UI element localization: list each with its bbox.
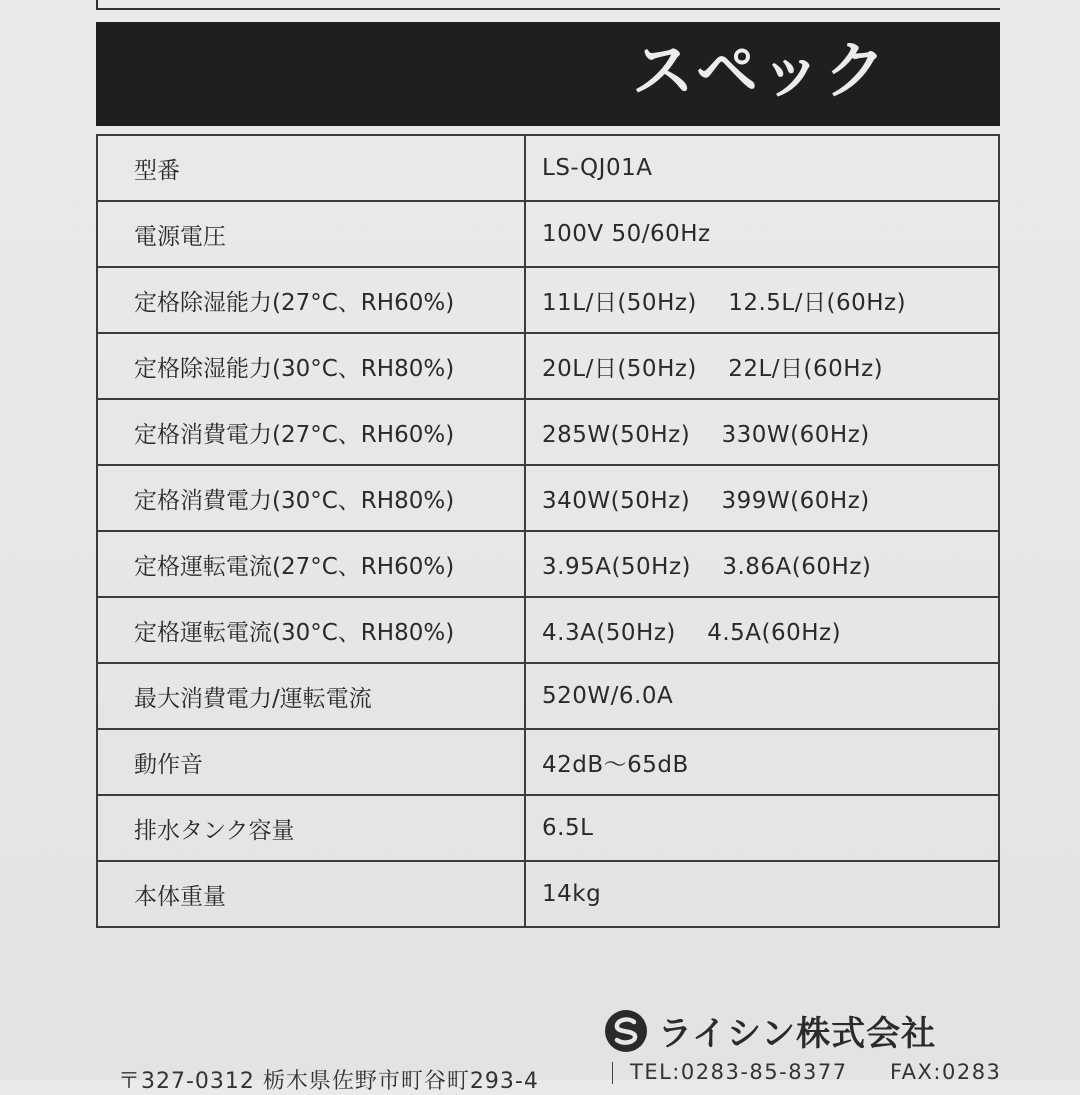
page-top-border — [96, 0, 1000, 10]
table-row — [97, 597, 999, 663]
company-block — [604, 1006, 936, 1055]
spec-value: 11L/日(50Hz) 12.5L/日(60Hz) — [525, 267, 999, 333]
footer-phone: TEL:0283-85-8377 — [630, 1060, 848, 1084]
footer-divider — [612, 1062, 613, 1084]
spec-value: 285W(50Hz) 330W(60Hz) — [525, 399, 999, 465]
table-row — [97, 135, 999, 201]
spec-value: 340W(50Hz) 399W(60Hz) — [525, 465, 999, 531]
spec-value: 14kg — [525, 861, 999, 927]
spec-value: 42dB〜65dB — [525, 729, 999, 795]
spec-value: 3.95A(50Hz) 3.86A(60Hz) — [525, 531, 999, 597]
spec-value: LS-QJ01A — [525, 135, 999, 201]
spec-value: 520W/6.0A — [525, 663, 999, 729]
spec-label: 定格運転電流(30°C、RH80%) — [97, 597, 525, 663]
table-row — [97, 333, 999, 399]
spec-label: 定格運転電流(27°C、RH60%) — [97, 531, 525, 597]
table-row — [97, 795, 999, 861]
table-row — [97, 465, 999, 531]
spec-label: 定格消費電力(30°C、RH80%) — [97, 465, 525, 531]
table-row — [97, 663, 999, 729]
spec-label: 定格除湿能力(30°C、RH80%) — [97, 333, 525, 399]
spec-label: 電源電圧 — [97, 201, 525, 267]
company-name: ライシン株式会社 — [658, 1014, 937, 1054]
spec-value: 4.3A(50Hz) 4.5A(60Hz) — [525, 597, 999, 663]
spec-header-band — [96, 22, 1000, 126]
table-row — [97, 729, 999, 795]
spec-label: 排水タンク容量 — [97, 795, 525, 861]
footer-fax: FAX:0283 — [890, 1060, 1002, 1084]
spec-title: スペック — [631, 34, 888, 107]
table-row — [97, 201, 999, 267]
spec-value: 100V 50/60Hz — [525, 201, 999, 267]
spec-value: 20L/日(50Hz) 22L/日(60Hz) — [525, 333, 999, 399]
company-logo-icon — [604, 1009, 648, 1053]
spec-label: 動作音 — [97, 729, 525, 795]
table-row — [97, 861, 999, 927]
spec-table — [96, 134, 1000, 928]
table-row — [97, 267, 999, 333]
table-row — [97, 531, 999, 597]
spec-label: 最大消費電力/運転電流 — [97, 663, 525, 729]
spec-value: 6.5L — [525, 795, 999, 861]
footer-address: 〒327-0312 栃木県佐野市町谷町293-4 — [118, 1069, 539, 1094]
spec-label: 本体重量 — [97, 861, 525, 927]
spec-label: 定格消費電力(27°C、RH60%) — [97, 399, 525, 465]
spec-label: 定格除湿能力(27°C、RH60%) — [97, 267, 525, 333]
table-row — [97, 399, 999, 465]
spec-label: 型番 — [97, 135, 525, 201]
